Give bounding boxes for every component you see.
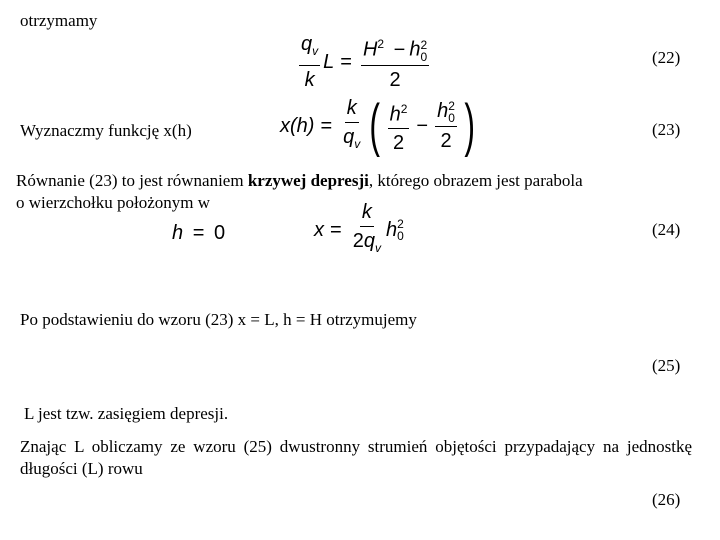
eq-h-value: 0 [213, 222, 226, 244]
equation-number-24: (24) [652, 220, 681, 239]
eq23-b-sup: 2 [448, 98, 455, 113]
eq23-a-h: h [389, 103, 401, 126]
eq24-q-sub: v [374, 241, 381, 255]
eq23-minus: − [416, 114, 429, 137]
eq23-q: q [343, 126, 355, 148]
eq23-a-sup: 2 [400, 101, 408, 116]
eq23-equals: = [320, 114, 333, 137]
eq24-k: k [360, 200, 374, 227]
eq23-k: k [345, 96, 359, 123]
text-rownanie-line1 [16, 170, 583, 192]
equation-24 [314, 200, 404, 260]
eq22-k: k [304, 69, 315, 91]
equation-number-23: (23) [652, 120, 681, 139]
eq23-b-h: h [437, 100, 449, 123]
eq22-H: H [362, 38, 378, 61]
eq22-q: q [301, 33, 313, 55]
left-paren: ( [369, 93, 381, 158]
eq24-h: h [385, 218, 398, 241]
eq22-H-sup: 2 [377, 37, 385, 52]
equation-number-26: (26) [652, 490, 681, 509]
text-rownanie-line2: o wierzchołku położonym w [16, 193, 211, 212]
eq22-h-sub: 0 [420, 49, 428, 64]
eq22-q-sub: v [312, 44, 319, 58]
equation-22 [296, 32, 432, 92]
eq24-equals: = [330, 218, 342, 241]
equation-number-25: (25) [652, 356, 681, 375]
eq24-q: q [363, 230, 375, 252]
eq22-den: 2 [389, 68, 401, 91]
text-wyznaczmy: Wyznaczmy funkcję x(h) [20, 121, 192, 140]
eq-h: h [172, 222, 184, 244]
eq23-lhs: x(h) [280, 114, 315, 137]
right-paren: ) [464, 93, 475, 158]
term-krzywej-depresji: krzywej depresji [247, 171, 369, 190]
eq23-b-sub: 0 [448, 110, 455, 125]
eq23-b-den: 2 [440, 129, 452, 152]
text-rownanie-c: , którego obrazem jest parabola [368, 171, 583, 190]
text-po-podstawieniu: Po podstawieniu do wzoru (23) x = L, h = H otrzymujemy [20, 310, 417, 329]
eq22-equals: = [340, 50, 352, 73]
eq22-L: L [323, 50, 335, 73]
eq-h-equals: = [192, 222, 205, 244]
eq24-h-sup: 2 [397, 217, 404, 231]
text-zasieg-depresji: L jest tzw. zasięgiem depresji. [24, 404, 229, 423]
equation-23 [280, 93, 479, 158]
eq23-q-sub: v [354, 137, 361, 151]
equation-h-zero [172, 222, 225, 245]
eq24-h-sub: 0 [397, 229, 404, 243]
eq22-minus: − [393, 38, 406, 61]
equation-number-22: (22) [652, 48, 681, 67]
text-znajac-l: Znając L obliczamy ze wzoru (25) dwustronny strumień objętości przypadający na jednostkę długości (L) rowu [20, 437, 692, 478]
text-rownanie-a: Równanie (23) to jest równaniem [16, 171, 248, 190]
text-otrzymamy: otrzymamy [20, 11, 98, 30]
eq24-x: x [314, 218, 324, 241]
eq22-h-sup: 2 [420, 37, 428, 52]
eq24-den-coef: 2 [352, 230, 364, 252]
eq23-a-den: 2 [392, 132, 405, 155]
eq22-h: h [409, 38, 421, 61]
